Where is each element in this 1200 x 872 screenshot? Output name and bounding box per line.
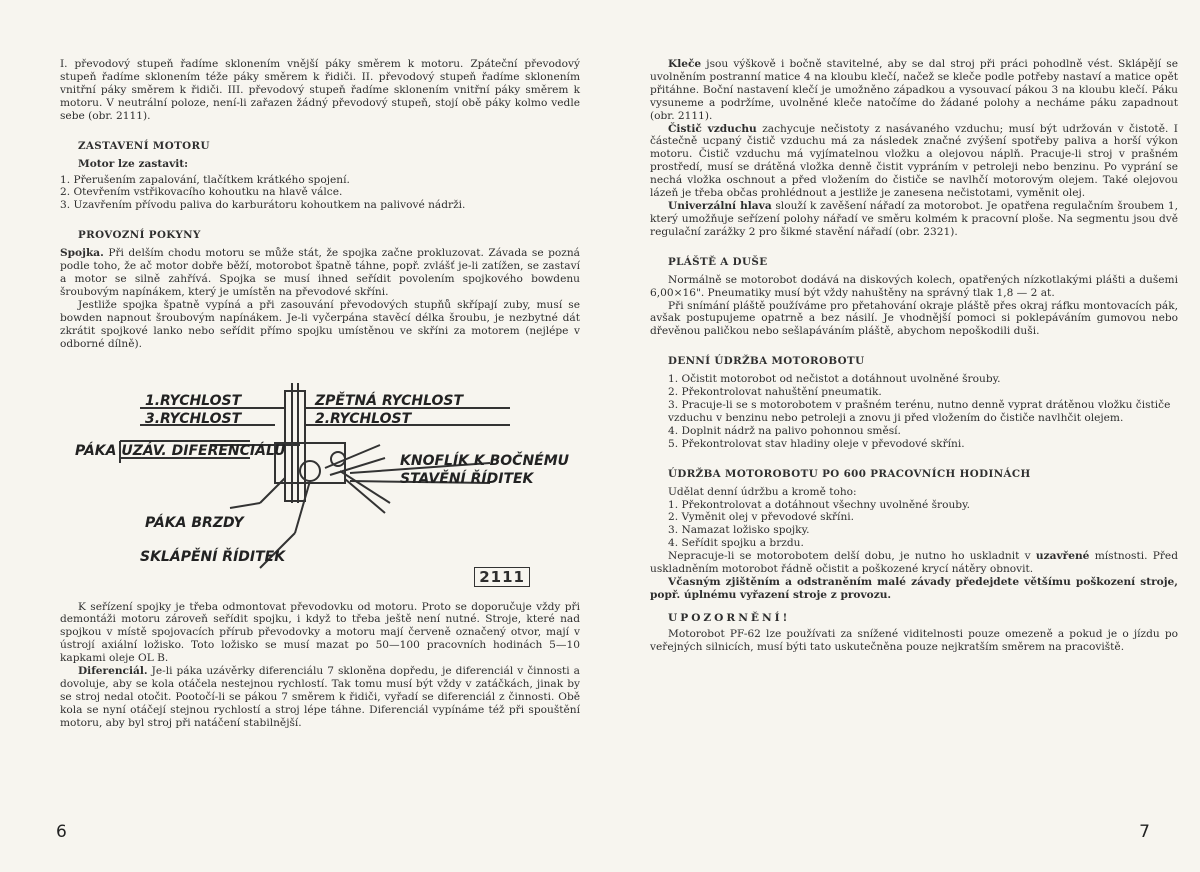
list-item: 1. Přerušením zapalování, tlačítkem krátkého spojení. [60,173,350,186]
stop-engine-list [60,174,580,213]
storage-paragraph [650,550,1178,576]
warning-paragraph: Motorobot PF-62 lze používati za snížené viditelnosti pouze omezeně a pokud je o jízdu po veřejných silnicích, musí býti tato uskutečněna pouze nejkratším směrem na pracoviště. [650,627,1178,653]
list-item: 2. Vyměnit olej v převodové skříni. [668,511,855,524]
clutch-term: Spojka. [60,247,104,260]
label-brake-lever: PÁKA BRZDY [145,514,244,531]
figure-2111 [60,363,570,595]
tires-paragraph-1: Normálně se motorobot dodává na diskových kolech, opatřených nízkotlakými plášti a dušemi 6,00×16". Pneumatiky musí být vždy nahuštěny na správný tlak 1,8 — 2 at. [650,273,1178,299]
list-item: 1. Očistit motorobot od nečistot a dotáhnout uvolněné šrouby. [668,373,1001,386]
list-item: 3. Uzavřením přívodu paliva do karburátoru kohoutkem na palivové nádrži. [60,199,466,212]
differential-term: Diferenciál. [78,665,148,678]
maintenance-600h-block [650,486,1178,551]
gear-intro-paragraph: I. převodový stupeň řadíme sklonením vnější páky směrem k motoru. Zpáteční převodový stupeň řadíme sklonením téže páky směrem k řidiči. II. převodový stupeň řadíme sklonením vnitřní páky směrem k řidiči. III. převodový stupeň řadíme sklonením vnitřní páky směrem k motoru. V neutrální poloze, není-li zařazen žádný převodový stupeň, stojí obě páky kolmo vedle sebe (obr. 2111). [60,58,580,122]
label-side-knob: KNOFLÍK K BOČNÉMU [400,452,570,469]
universal-head-term: Univerzální hlava [668,199,772,212]
list-item: 4. Doplnit nádrž na palivo pohonnou směsí. [668,424,901,437]
label-first-gear: 1.RYCHLOST [145,392,242,409]
right-page [600,0,1200,872]
list-item: 1. Překontrolovat a dotáhnout všechny uvolněné šrouby. [668,498,971,511]
air-cleaner-paragraph [650,123,1178,200]
maintenance-600h-intro: Udělat denní údržbu a kromě toho: [668,485,857,498]
storage-text-c: místnosti. Před uskladněním motorobot řádně očistit a poškozené krycí nátěry obnovit. [650,550,1178,576]
universal-head-paragraph [650,200,1178,239]
differential-text: Je-li páka uzávěrky diferenciálu 7 skloněna dopředu, je diferenciál v činnosti a dovoluje, aby se kola otáčela nestejnou rychlostí. Tak tomu musí být vždy v zatáčkách, jinak by se stroj nedal otočit. Pootočí-li se pákou 7 směrem k řidiči, vyřadí se diferenciál z činnosti. Obě kola se nyní otáčejí stejnou rychlostí a stroj lépe táhne. Diferenciál vypínáme též při spouštění motoru, aby byl stroj při natáčení stabilnější. [60,665,580,729]
universal-head-text: slouží k zavěšení nářadí za motorobot. Je opatřena regulačním šroubem 1, který umožňuje seřízení polohy nářadí ve směru kolmém k pracovní ploše. Na segmentu jsou dvě regulační zarážky 2 pro šikmé stavění nářadí (obr. 2321). [650,199,1178,238]
clutch-paragraph [60,247,580,299]
list-item: 4. Seřídit spojku a brzdu. [668,537,804,550]
tires-paragraph-2: Při snímání pláště používáme pro přetahování okraje pláště přes okraj ráfku montovacích pák, avšak postupujeme opatrně a bez násilí. Je vhodnější pomoci si poklepáváním gumovou nebo dřevěnou paličkou nebo sešlapáváním pláště, abychom nepoškodili duši. [650,299,1178,338]
air-cleaner-text: zachycuje nečistoty z nasávaného vzduchu; musí být udržován v čistotě. I částečně ucpaný čistič vzduchu má za následek značné zvýšení spotřeby paliva a horší výkon motoru. Čistič vzduchu má vyjímatelnou vložku a olejovou náplň. Pracuje-li stroj v prašném prostředí, musí se drátěná vložka denně čistit vypráním v petroleji nebo benzinu. Po vyprání se nechá vložka oschnout a před vložením do čističe se navlhčí motorovým olejem. Také olejovou lázeň je třeba občas prohlédnout a jestliže je zanesena nečistotami, vyměnit olej. [650,122,1178,200]
page-number: 7 [1139,822,1150,842]
differential-paragraph [60,665,580,730]
stop-engine-heading: ZASTAVENÍ MOTORU [78,139,210,152]
air-cleaner-term: Čistič vzduchu [668,122,757,135]
stop-engine-subhead: Motor lze zastavit: [78,157,189,170]
maintenance-600h-heading: ÚDRŽBA MOTOROBOTU PO 600 PRACOVNÍCH HODINÁCH [668,467,1031,480]
list-item: 3. Pracuje-li se s motorobotem v prašném terénu, nutno denně vyprat drátěnou vložku čističe vzduchu v benzinu nebo petroleji a znovu ji před vložením do čističe navlhčit olejem. [668,399,1171,424]
left-column [60,58,580,730]
label-handlebar-setting: STAVĚNÍ ŘÍDITEK [400,470,534,487]
label-handlebar-fold: SKLÁPĚNÍ ŘÍDITEK [140,548,286,565]
clutch-adjust-paragraph: K seřízení spojky je třeba odmontovat převodovku od motoru. Proto se doporučuje vždy při demontáži motoru zároveň seřídit spojku, i když to třeba ještě není nutné. Stroje, které nad spojkou v místě spojovacích přírub převodovky a motoru mají červeně označený otvor, mají v ústrojí axiální ložisko. Toto ložisko se musí mazat po 50—100 pracovních hodinách 5—10 kapkami oleje OL B. [60,600,580,665]
storage-text-b: uzavřené [1035,550,1090,563]
operating-instructions-heading: PROVOZNÍ POKYNY [78,229,201,242]
figure-number: 2111 [474,567,530,587]
right-column [650,58,1178,654]
clutch-text: Při delším chodu motoru se může stát, že spojka začne prokluzovat. Závada se pozná podle toho, že ač motor dobře běží, motorobot špatně táhne, popř. zvlášť je-li zatížen, se zastaví a motor se silně zahřívá. Spojka se musí ihned seřídit povolením spojkového bowdenu šroubovým napínákem, který je umístěn na převodové skříni. [60,247,580,298]
maintenance-600h-list [668,499,1178,551]
label-differential-lever: PÁKA UZÁV. DIFERENCIÁLU [75,442,286,459]
label-reverse-gear: ZPĚTNÁ RYCHLOST [315,392,464,409]
timely-repair-paragraph: Včasným zjištěním a odstraněním malé závady předejdete většímu poškození stroje, popř. úplnému vyřazení stroje z provozu. [650,576,1178,601]
list-item: 3. Namazat ložisko spojky. [668,524,810,537]
kneel-term: Kleče [668,58,702,70]
list-item: 5. Překontrolovat stav hladiny oleje v převodové skříni. [668,437,965,450]
daily-maintenance-list [650,373,1178,450]
kneel-text: jsou výškově i bočně stavitelné, aby se dal stroj při práci pohodlně vést. Sklápějí se uvolněním postranní matice 4 na kloubu klečí, načež se kleče podle potřeby nastaví a matice opět přitáhne. Boční nastavení klečí je umožněno západkou a vysouvací pákou 3 na kloubu klečí. Páku vysuneme a podržíme, uvolněné kleče natočíme do žádané polohy a necháme páku zapadnout (obr. 2111). [650,58,1178,122]
label-third-gear: 3.RYCHLOST [145,410,242,427]
kneel-paragraph [650,58,1178,123]
list-item: 2. Překontrolovat nahuštění pneumatik. [668,386,882,399]
warning-heading: UPOZORNĚNÍ! [668,611,791,624]
label-second-gear: 2.RYCHLOST [315,410,412,427]
tires-heading: PLÁŠTĚ A DUŠE [668,255,768,268]
list-item: 2. Otevřením vstřikovacího kohoutku na hlavě válce. [60,186,343,199]
page-number: 6 [56,822,67,842]
clutch-paragraph-2: Jestliže spojka špatně vypíná a při zasouvání převodových stupňů skřípají zuby, musí se bowden napnout šroubovým napínákem. Je-li vyčerpána stavěcí délka šroubu, je nezbytné dát zkrátit spojkové lanko nebo seřídit přímo spojku umístěnou ve skříni za motorem (nejlépe v odborné dílně). [60,298,580,350]
daily-maintenance-heading: DENNÍ ÚDRŽBA MOTOROBOTU [668,355,865,368]
storage-text-a: Nepracuje-li se motorobotem delší dobu, je nutno ho uskladnit v [668,550,1036,563]
